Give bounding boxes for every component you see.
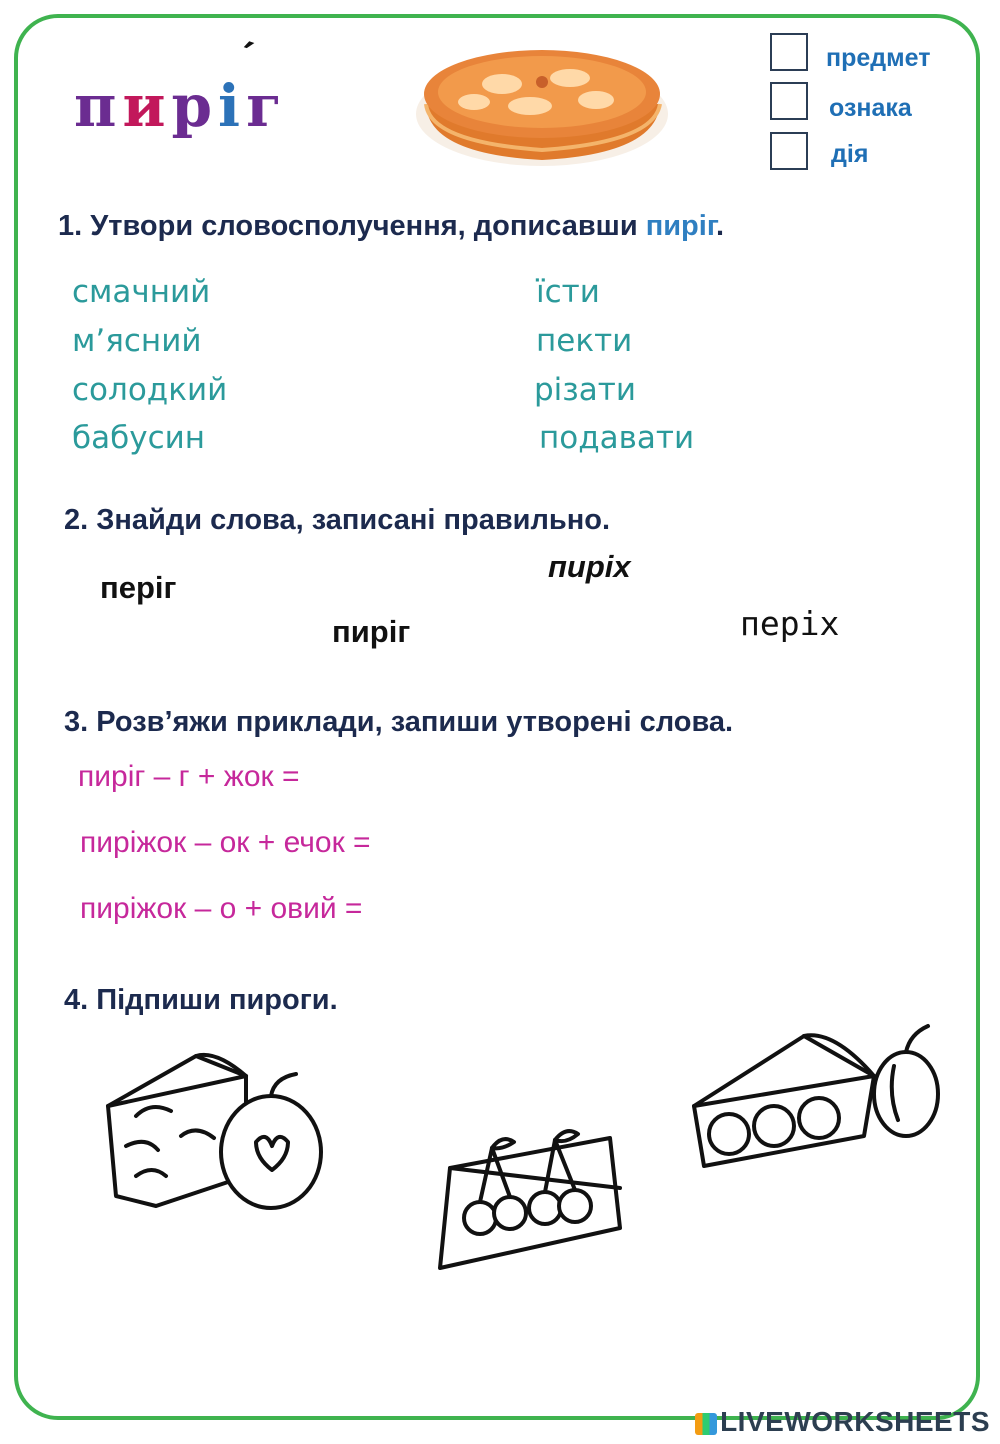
adjective-item: м’ясний <box>72 323 202 359</box>
watermark <box>695 1406 990 1438</box>
word-option[interactable]: пиріх <box>548 549 631 584</box>
label-verb: дія <box>831 140 869 168</box>
word-option[interactable]: періг <box>100 570 177 605</box>
verb-item: їсти <box>536 274 600 310</box>
liveworksheets-logo-icon <box>695 1413 717 1435</box>
checkbox-adjective[interactable] <box>770 82 808 120</box>
pie-illustration <box>410 42 674 172</box>
task1-heading-text: 1. Утвори словосполучення, дописавши <box>58 210 646 242</box>
checkbox-noun[interactable] <box>770 33 808 71</box>
task4-heading: 4. Підпиши пироги. <box>64 984 338 1016</box>
cherry-pie-drawing <box>430 1118 630 1278</box>
verb-item: пекти <box>536 323 633 359</box>
title-word <box>74 72 288 140</box>
apple-pie-drawing <box>96 1046 336 1226</box>
title-letter: г <box>246 72 288 140</box>
example-line: пиріжок – ок + ечок = <box>80 826 371 859</box>
task1-heading-word: пиріг <box>645 210 716 242</box>
title-letter: п <box>74 72 123 140</box>
adjective-item: бабусин <box>72 420 206 456</box>
task1-heading <box>58 210 724 243</box>
example-line: пиріжок – о + овий = <box>80 892 363 925</box>
word-option[interactable]: періх <box>740 604 840 643</box>
watermark-text: LIVEWORKSHEETS <box>720 1406 990 1437</box>
title-letter: і <box>218 72 247 140</box>
verb-item: різати <box>534 372 636 408</box>
adjective-item: солодкий <box>72 372 228 408</box>
title-letter: и <box>122 72 172 140</box>
label-noun: предмет <box>826 44 931 72</box>
label-adjective: ознака <box>829 94 912 122</box>
verb-item: подавати <box>539 420 695 456</box>
task3-heading: 3. Розв’яжи приклади, запиши утворені слова. <box>64 706 734 738</box>
checkbox-verb[interactable] <box>770 132 808 170</box>
task1-heading-suffix: . <box>716 210 725 242</box>
word-option[interactable]: пиріг <box>332 614 411 649</box>
task2-heading: 2. Знайди слова, записані правильно. <box>64 504 611 536</box>
plum-pie-drawing <box>684 1016 954 1196</box>
stress-mark: ′ <box>233 33 258 81</box>
title-letter: р <box>171 72 219 140</box>
adjective-item: смачний <box>72 274 211 310</box>
example-line: пиріг – г + жок = <box>78 760 300 793</box>
